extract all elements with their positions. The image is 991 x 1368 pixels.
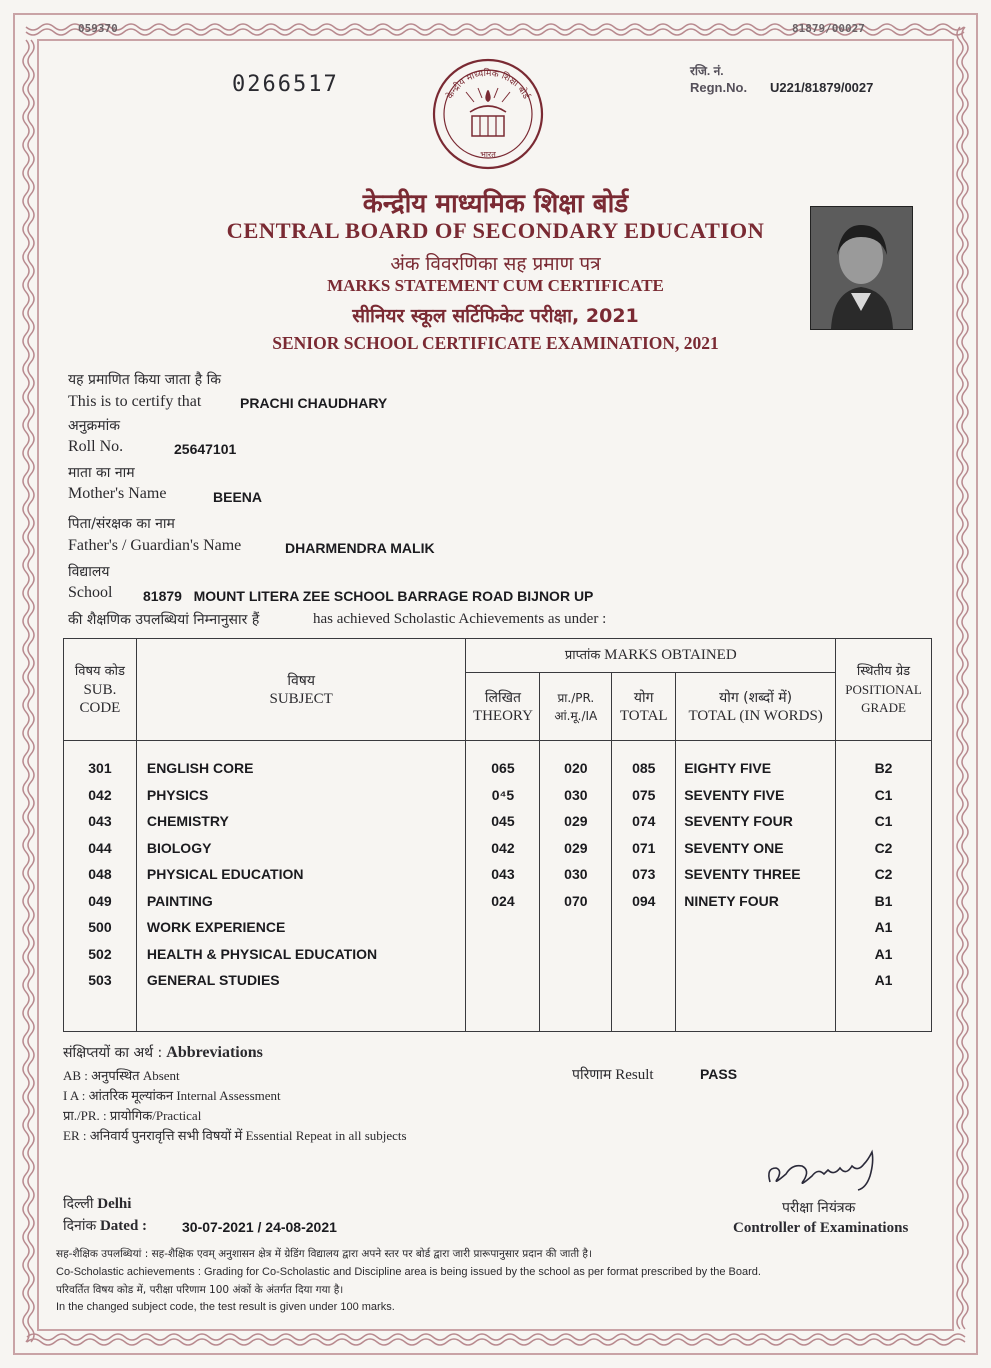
subject-code: 500 bbox=[88, 919, 112, 935]
total-column bbox=[612, 741, 676, 1032]
theory-marks: 024 bbox=[491, 892, 515, 909]
place-hindi: दिल्ली bbox=[63, 1196, 94, 1212]
practical-marks: 030 bbox=[564, 866, 588, 882]
header-code-line2: CODE bbox=[79, 699, 121, 716]
header-grade-hindi: स्थितीय ग्रेड bbox=[856, 663, 911, 679]
header-words-label: TOTAL (IN WORDS) bbox=[688, 707, 823, 724]
header-marks-hindi: प्राप्तांक bbox=[564, 648, 601, 663]
result-value: PASS bbox=[700, 1066, 738, 1082]
school-label-hindi: विद्यालय bbox=[68, 564, 110, 580]
header-theory-label: THEORY bbox=[472, 707, 533, 724]
theory-marks bbox=[466, 914, 539, 941]
abbreviations-title-label: Abbreviations bbox=[166, 1044, 263, 1061]
controller-hindi: परीक्षा नियंत्रक bbox=[782, 1200, 856, 1216]
header-marks-label: MARKS OBTAINED bbox=[604, 647, 737, 663]
achieved-label-hindi: की शैक्षणिक उपलब्धियां निम्नानुसार हैं bbox=[68, 612, 260, 628]
theory-marks: 043 bbox=[491, 866, 515, 882]
certificate-number: 0266517 bbox=[232, 72, 339, 97]
mother-label-hindi: माता का नाम bbox=[68, 465, 135, 481]
total-marks: 075 bbox=[632, 786, 656, 803]
date-label-english: Dated : bbox=[99, 1218, 148, 1234]
theory-marks: 0⁴5 bbox=[491, 786, 515, 803]
total-in-words bbox=[684, 941, 835, 968]
practical-marks: 070 bbox=[564, 892, 588, 909]
exam-title-hindi: सीनियर स्कूल सर्टिफिकेट परीक्षा, 2021 bbox=[352, 305, 639, 327]
total-marks bbox=[612, 941, 675, 968]
total-marks: 073 bbox=[632, 866, 656, 882]
codes-column bbox=[64, 741, 137, 1032]
header-code-hindi: विषय कोड bbox=[74, 663, 125, 679]
total-in-words: NINETY FOUR bbox=[684, 892, 779, 909]
marks-table bbox=[63, 638, 932, 1032]
total-in-words: EIGHTY FIVE bbox=[684, 760, 772, 776]
total-in-words: SEVENTY ONE bbox=[684, 839, 784, 856]
mother-name: BEENA bbox=[213, 489, 263, 505]
cbse-seal-icon bbox=[430, 56, 546, 172]
subject-code: 502 bbox=[88, 945, 112, 962]
note1: Co-Scholastic achievements : Grading for Co-Scholastic and Discipline area is being issued by the school as per format prescribed by the Board. bbox=[56, 1266, 761, 1278]
place-english: Delhi bbox=[97, 1196, 132, 1212]
abbreviations-title bbox=[63, 1043, 263, 1062]
seal-top-text: केन्द्रीय माध्यमिक शिक्षा बोर्ड bbox=[445, 68, 531, 101]
subject-name: PHYSICS bbox=[146, 786, 209, 803]
total-in-words bbox=[684, 967, 835, 994]
theory-marks: 045 bbox=[491, 813, 515, 829]
subject-name: HEALTH & PHYSICAL EDUCATION bbox=[146, 945, 378, 962]
positional-grade: C2 bbox=[874, 839, 893, 856]
right-serial: 81879/00027 bbox=[792, 22, 865, 35]
theory-column bbox=[466, 741, 540, 1032]
candidate-name: PRACHI CHAUDHARY bbox=[240, 395, 388, 411]
practical-column bbox=[540, 741, 612, 1032]
regn-label: Regn.No. bbox=[690, 80, 748, 95]
header-words-hindi: योग (शब्दों में) bbox=[719, 689, 793, 706]
subject-name: BIOLOGY bbox=[146, 839, 212, 856]
note1-hindi: सह-शैक्षिक उपलब्धियां : सह-शैक्षिक एवम् अनुशासन क्षेत्र में ग्रेडिंग विद्यालय द्वारा अपने स्तर पर बोर्ड द्वारा जारी प्रारूपानुसार प्रदान की जाती है। bbox=[56, 1248, 592, 1260]
grade-column bbox=[836, 741, 932, 1032]
total-marks: 094 bbox=[632, 892, 656, 909]
positional-grade: A1 bbox=[874, 945, 893, 962]
header-grade-line1: POSITIONAL bbox=[845, 681, 922, 697]
practical-marks bbox=[540, 967, 611, 994]
subject-code: 043 bbox=[88, 813, 112, 829]
achieved-label: has achieved Scholastic Achievements as under : bbox=[313, 611, 607, 627]
school-name: 81879 MOUNT LITERA ZEE SCHOOL BARRAGE ROAD BIJNOR UP bbox=[143, 588, 594, 604]
result-label bbox=[572, 1065, 654, 1084]
subject-code: 044 bbox=[88, 839, 112, 856]
subject-code: 048 bbox=[88, 866, 112, 882]
controller-title: Controller of Examinations bbox=[733, 1220, 909, 1236]
subject-name: WORK EXPERIENCE bbox=[146, 919, 286, 935]
theory-marks bbox=[466, 967, 539, 994]
header-practical bbox=[540, 673, 612, 741]
theory-marks: 042 bbox=[491, 839, 515, 856]
total-marks: 074 bbox=[632, 813, 656, 829]
board-title-hindi: केन्द्रीय माध्यमिक शिक्षा बोर्ड bbox=[362, 189, 629, 219]
note2: In the changed subject code, the test result is given under 100 marks. bbox=[56, 1301, 395, 1313]
header-marks bbox=[466, 639, 836, 673]
header-theory-hindi: लिखित bbox=[484, 689, 522, 706]
positional-grade: B1 bbox=[874, 892, 893, 909]
total-in-words: SEVENTY FIVE bbox=[684, 786, 785, 803]
mother-label: Mother's Name bbox=[68, 485, 167, 502]
total-marks: 085 bbox=[632, 760, 656, 776]
abbrev-er: ER : अनिवार्य पुनरावृत्ति सभी विषयों में Essential Repeat in all subjects bbox=[63, 1128, 407, 1143]
practical-marks bbox=[540, 941, 611, 968]
header-code-line1: SUB. bbox=[83, 681, 117, 698]
positional-grade: A1 bbox=[874, 919, 893, 935]
father-label-hindi: पिता/संरक्षक का नाम bbox=[68, 516, 175, 532]
portrait-icon bbox=[811, 207, 912, 329]
subject-code: 301 bbox=[88, 760, 112, 776]
total-marks: 071 bbox=[632, 839, 656, 856]
school-label: School bbox=[68, 584, 113, 601]
note2-hindi: परिवर्तित विषय कोड में, परीक्षा परिणाम 100 अंकों के अंतर्गत दिया गया है। bbox=[56, 1284, 344, 1296]
header-subject-label: SUBJECT bbox=[269, 690, 333, 707]
positional-grade: C1 bbox=[874, 786, 893, 803]
abbrev-ia: I A : आंतरिक मूल्यांकन Internal Assessment bbox=[63, 1088, 281, 1103]
header-grade-line2: GRADE bbox=[861, 699, 906, 715]
father-label: Father's / Guardian's Name bbox=[68, 537, 242, 554]
subject-code: 049 bbox=[88, 892, 112, 909]
place bbox=[63, 1194, 131, 1213]
seal-bottom-text: भारत bbox=[480, 150, 496, 159]
certify-label: This is to certify that bbox=[68, 393, 202, 410]
certify-label-hindi: यह प्रमाणित किया जाता है कि bbox=[68, 372, 222, 388]
header-total-label: TOTAL bbox=[619, 707, 668, 724]
header-subject bbox=[136, 639, 466, 741]
header-code bbox=[64, 639, 137, 741]
header-total bbox=[612, 673, 676, 741]
header-grade bbox=[836, 639, 932, 741]
subject-name: GENERAL STUDIES bbox=[146, 972, 280, 988]
positional-grade: A1 bbox=[874, 972, 893, 988]
total-in-words: SEVENTY FOUR bbox=[684, 813, 793, 829]
doc-title: MARKS STATEMENT CUM CERTIFICATE bbox=[327, 276, 664, 295]
subject-name: ENGLISH CORE bbox=[146, 760, 254, 776]
regn-value: U221/81879/0027 bbox=[770, 80, 874, 95]
practical-marks: 020 bbox=[564, 760, 588, 776]
positional-grade: C2 bbox=[874, 866, 893, 882]
roll-label-hindi: अनुक्रमांक bbox=[68, 418, 120, 434]
subject-name: CHEMISTRY bbox=[146, 813, 229, 829]
header-total-hindi: योग bbox=[633, 689, 654, 706]
abbrev-pr: प्रा./PR. : प्रायोगिक/Practical bbox=[63, 1108, 202, 1123]
date-value: 30-07-2021 / 24-08-2021 bbox=[182, 1219, 337, 1235]
controller-signature bbox=[762, 1146, 902, 1196]
theory-marks bbox=[466, 941, 539, 968]
roll-label: Roll No. bbox=[68, 438, 124, 455]
board-title: CENTRAL BOARD OF SECONDARY EDUCATION bbox=[226, 218, 765, 243]
practical-marks: 029 bbox=[564, 813, 588, 829]
result-label-hindi: परिणाम bbox=[572, 1067, 612, 1083]
header-subject-hindi: विषय bbox=[287, 672, 315, 689]
total-in-words: SEVENTY THREE bbox=[684, 866, 801, 882]
exam-title: SENIOR SCHOOL CERTIFICATE EXAMINATION, 2021 bbox=[272, 333, 719, 353]
header-practical-line2: आं.मू./IA bbox=[554, 708, 598, 723]
header-practical-line1: प्रा./PR. bbox=[557, 690, 595, 705]
subject-name: PHYSICAL EDUCATION bbox=[146, 866, 304, 882]
practical-marks bbox=[540, 914, 611, 941]
positional-grade: C1 bbox=[874, 813, 893, 829]
header-words bbox=[676, 673, 836, 741]
total-marks bbox=[612, 967, 675, 994]
total-marks bbox=[612, 914, 675, 941]
abbrev-ab: AB : अनुपस्थित Absent bbox=[63, 1068, 180, 1083]
date-label-hindi: दिनांक bbox=[63, 1218, 97, 1234]
total-in-words bbox=[684, 914, 835, 941]
doc-title-hindi: अंक विवरणिका सह प्रमाण पत्र bbox=[390, 253, 601, 275]
regn-label-hindi: रजि. नं. bbox=[690, 64, 724, 78]
left-serial: 059370 bbox=[78, 22, 118, 35]
subjects-column bbox=[136, 741, 466, 1032]
candidate-photo bbox=[810, 206, 913, 330]
abbreviations-title-hindi: संक्षिप्तयों का अर्थ : bbox=[63, 1045, 163, 1061]
result-label-english: Result bbox=[615, 1067, 654, 1083]
header-theory bbox=[466, 673, 540, 741]
roll-number: 25647101 bbox=[174, 441, 237, 457]
theory-marks: 065 bbox=[491, 760, 515, 776]
date-label bbox=[63, 1216, 147, 1235]
words-column bbox=[676, 741, 836, 1032]
practical-marks: 030 bbox=[564, 786, 588, 803]
father-name: DHARMENDRA MALIK bbox=[285, 540, 435, 556]
positional-grade: B2 bbox=[874, 760, 893, 776]
subject-code: 042 bbox=[88, 786, 112, 803]
subject-name: PAINTING bbox=[146, 892, 213, 909]
subject-code: 503 bbox=[88, 972, 112, 988]
practical-marks: 029 bbox=[564, 839, 588, 856]
